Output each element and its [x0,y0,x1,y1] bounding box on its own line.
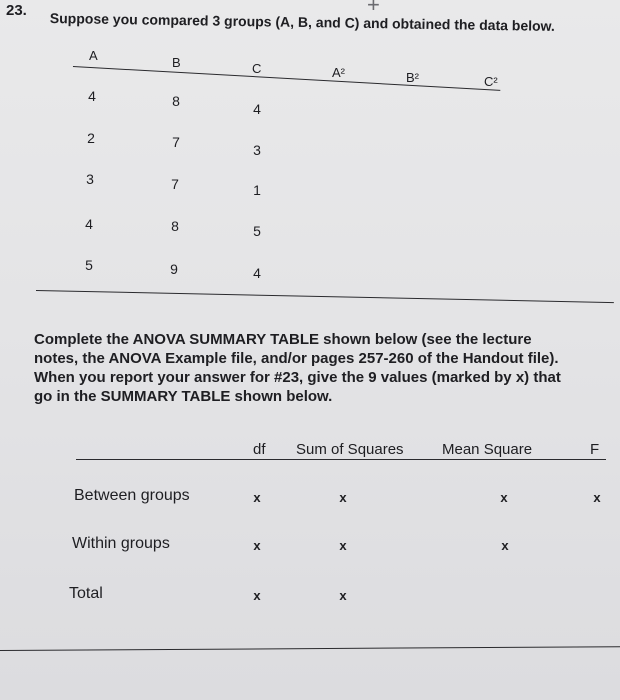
cell-a-5: 5 [85,257,93,273]
between-ms-cell: x [500,490,508,505]
instructions-paragraph [34,330,618,406]
header-b: B [172,55,181,70]
within-ss-cell: x [339,538,347,553]
summary-header-df: df [253,441,266,458]
cell-b-1: 8 [172,93,180,109]
cell-c-2: 3 [253,142,261,158]
instruction-line-2: notes, the ANOVA Example file, and/or pages 257-260 of the Handout file). [34,350,559,367]
header-a: A [89,48,98,63]
header-a-squared: A² [332,65,345,80]
cell-a-2: 2 [87,130,95,146]
question-number: 23. [6,2,27,19]
header-c-squared: C² [484,74,498,89]
summary-row-label-total: Total [69,585,103,602]
between-f-cell: x [593,490,601,505]
data-bottom-rule [36,290,614,303]
cell-a-1: 4 [88,88,96,104]
between-ss-cell: x [339,490,347,505]
cell-c-1: 4 [253,101,261,117]
summary-row-label-within: Within groups [72,535,170,552]
summary-header-sum-of-squares: Sum of Squares [296,441,404,458]
total-ss-cell: x [339,588,347,603]
cell-c-4: 5 [253,223,261,239]
cell-b-2: 7 [172,134,180,150]
within-ms-cell: x [501,538,509,553]
header-c: C [252,61,262,76]
question-text: Suppose you compared 3 groups (A, B, and C) and obtained the data below. [49,10,556,34]
instruction-line-4: go in the SUMMARY TABLE shown below. [34,388,333,405]
summary-header-f: F [590,441,600,458]
handwritten-mark: + [367,0,380,17]
instruction-line-3: When you report your answer for #23, give the 9 values (marked by x) that [34,369,561,386]
cell-a-4: 4 [85,216,93,232]
page-bottom-rule [0,646,620,651]
cell-c-3: 1 [253,182,261,198]
cell-b-4: 8 [171,218,179,234]
cell-c-5: 4 [253,265,261,281]
summary-header-rule [76,459,606,460]
summary-header-mean-square: Mean Square [442,441,533,458]
between-df-cell: x [253,490,261,505]
summary-row-label-between: Between groups [74,487,190,504]
total-df-cell: x [253,588,261,603]
instruction-line-1: Complete the ANOVA SUMMARY TABLE shown below (see the lecture [34,331,532,348]
header-b-squared: B² [406,70,419,85]
cell-b-5: 9 [170,261,178,277]
within-df-cell: x [253,538,261,553]
data-header-rule [73,66,500,91]
cell-a-3: 3 [86,171,94,187]
cell-b-3: 7 [171,176,179,192]
